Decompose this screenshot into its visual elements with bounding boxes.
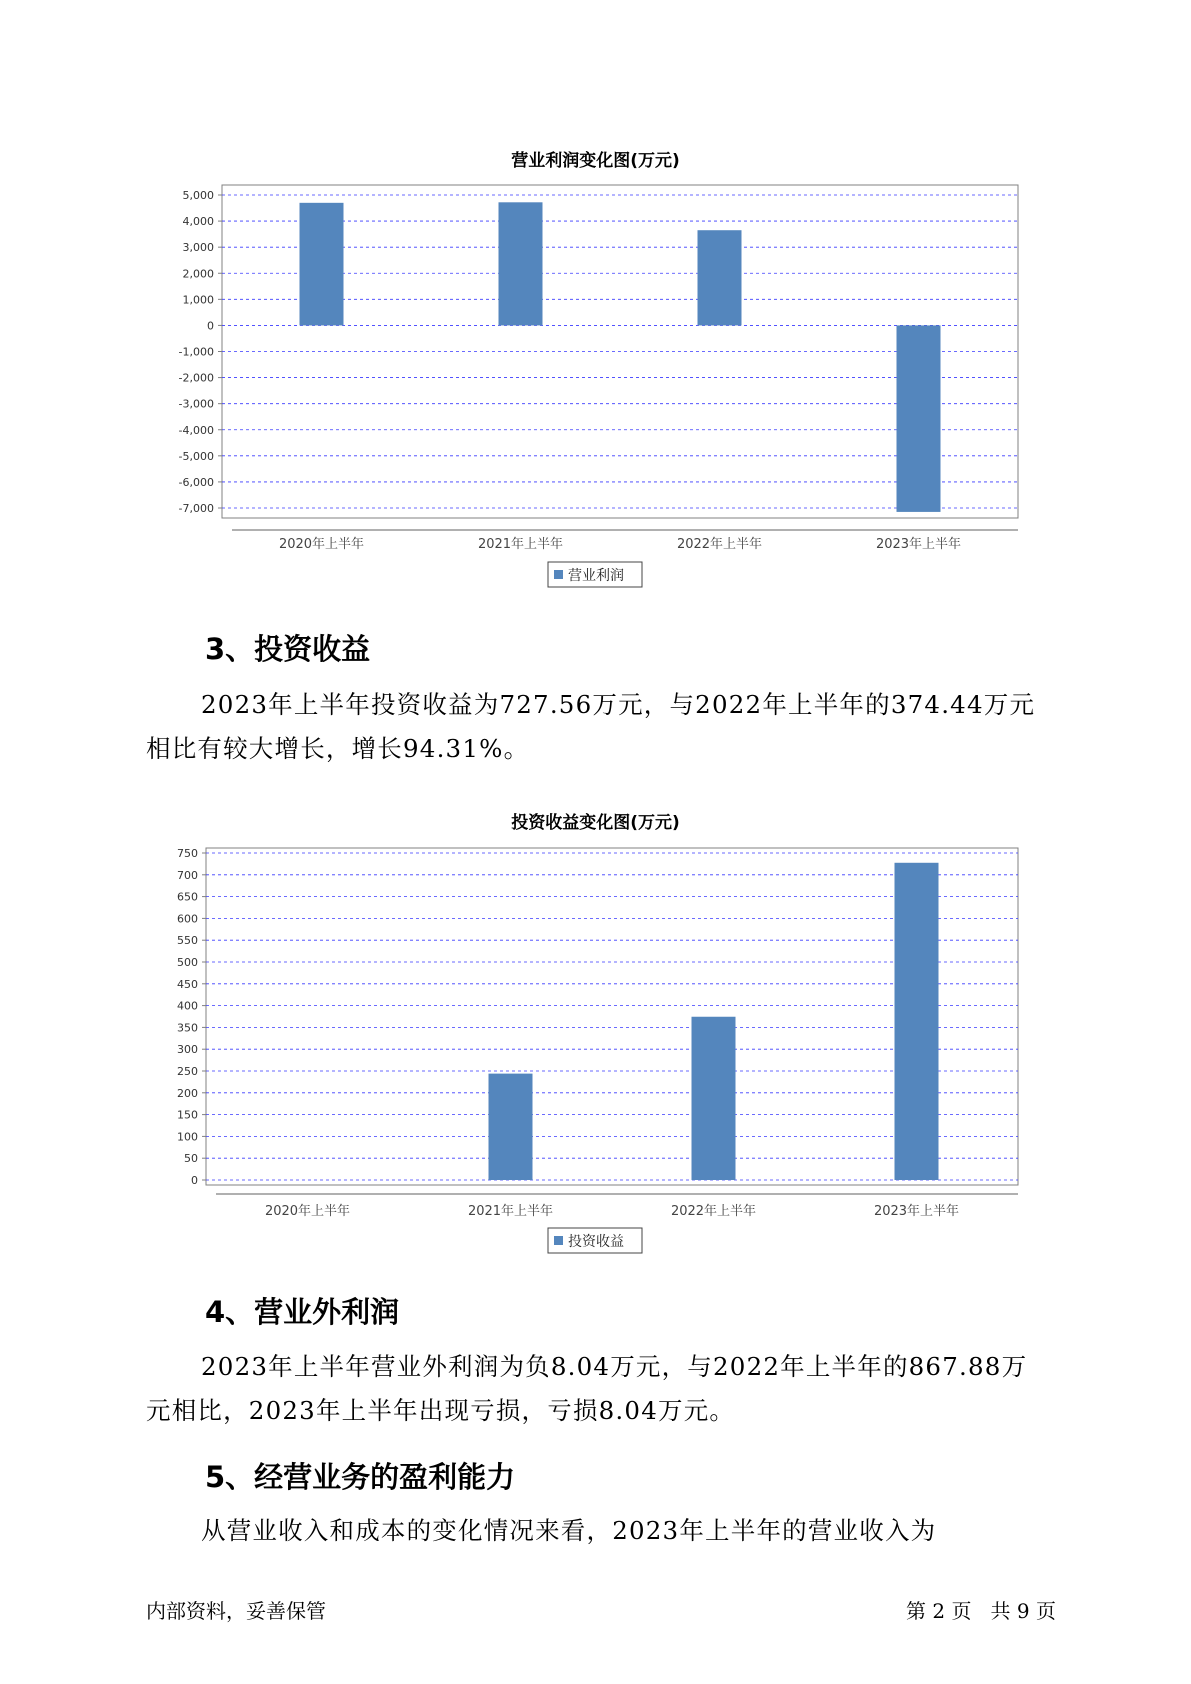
- y-tick-label: -5,000: [178, 449, 214, 463]
- x-category-label: 2021年上半年: [477, 537, 564, 552]
- y-tick-label: 650: [177, 890, 198, 904]
- paragraph-investment-income: [146, 683, 1046, 771]
- section-heading-non-operating-profit: 4、营业外利润: [205, 1295, 400, 1329]
- y-tick-label: -2,000: [178, 371, 214, 385]
- bar: [300, 203, 344, 326]
- x-category-label: 2023年上半年: [873, 1204, 960, 1219]
- y-tick-label: 500: [177, 956, 198, 969]
- y-tick-label: 550: [177, 934, 198, 948]
- y-tick-label: -4,000: [178, 423, 214, 437]
- paragraph-line: 相比有较大增长，增长94.31%。: [146, 734, 530, 763]
- legend-swatch: [554, 570, 563, 579]
- y-tick-label: 150: [177, 1108, 198, 1122]
- legend-swatch: [554, 1236, 563, 1245]
- bar: [895, 863, 939, 1180]
- bar: [897, 325, 941, 511]
- chart-title-investment-income: 投资收益变化图(万元): [511, 813, 680, 833]
- y-tick-label: 300: [177, 1043, 198, 1057]
- y-tick-label: 450: [177, 977, 198, 991]
- y-tick-label: 600: [177, 912, 198, 926]
- paragraph-non-operating-profit: [146, 1345, 1046, 1433]
- paragraph-profitability: [146, 1509, 1046, 1553]
- x-category-label: 2022年上半年: [676, 537, 763, 552]
- footer-confidential-note: 内部资料，妥善保管: [146, 1599, 326, 1623]
- paragraph-line: 元相比，2023年上半年出现亏损，亏损8.04万元。: [146, 1396, 736, 1425]
- bar: [692, 1017, 736, 1180]
- y-tick-label: -3,000: [178, 397, 214, 411]
- section-heading-profitability: 5、经营业务的盈利能力: [205, 1460, 516, 1494]
- y-tick-label: 5,000: [182, 189, 214, 202]
- y-tick-label: 400: [177, 999, 198, 1013]
- y-tick-label: 700: [177, 868, 198, 882]
- y-tick-label: 0: [191, 1174, 198, 1187]
- paragraph-line: 从营业收入和成本的变化情况来看，2023年上半年的营业收入为: [201, 1516, 937, 1545]
- y-tick-label: 750: [177, 847, 198, 860]
- bar: [698, 230, 742, 325]
- y-tick-label: 50: [184, 1152, 198, 1166]
- x-category-label: 2023年上半年: [875, 537, 962, 552]
- y-tick-label: 4,000: [182, 215, 214, 229]
- y-tick-label: 200: [177, 1086, 198, 1100]
- y-tick-label: 350: [177, 1021, 198, 1035]
- y-tick-label: -7,000: [178, 502, 214, 515]
- legend-label: 投资收益: [568, 1234, 624, 1250]
- section-heading-investment-income: 3、投资收益: [205, 632, 371, 666]
- footer-page-number: 第 2 页 共 9 页: [906, 1599, 1056, 1623]
- x-category-label: 2022年上半年: [670, 1204, 757, 1219]
- y-tick-label: 250: [177, 1065, 198, 1078]
- operating-profit-chart: [0, 175, 1191, 595]
- x-category-label: 2021年上半年: [467, 1204, 554, 1219]
- bar: [489, 1074, 533, 1180]
- chart-title-operating-profit: 营业利润变化图(万元): [511, 151, 680, 171]
- y-tick-label: 3,000: [182, 241, 214, 255]
- y-tick-label: -1,000: [178, 345, 214, 359]
- bar: [499, 202, 543, 325]
- investment-income-chart: [0, 838, 1191, 1258]
- paragraph-line: 2023年上半年营业外利润为负8.04万元，与2022年上半年的867.88万: [201, 1352, 1028, 1381]
- x-category-label: 2020年上半年: [278, 537, 365, 552]
- legend-label: 营业利润: [568, 568, 624, 584]
- paragraph-line: 2023年上半年投资收益为727.56万元，与2022年上半年的374.44万元: [201, 690, 1036, 719]
- y-tick-label: 2,000: [182, 267, 214, 281]
- y-tick-label: 100: [177, 1130, 198, 1144]
- y-tick-label: 0: [207, 319, 214, 333]
- x-category-label: 2020年上半年: [264, 1204, 351, 1219]
- y-tick-label: -6,000: [178, 475, 214, 489]
- y-tick-label: 1,000: [182, 293, 214, 307]
